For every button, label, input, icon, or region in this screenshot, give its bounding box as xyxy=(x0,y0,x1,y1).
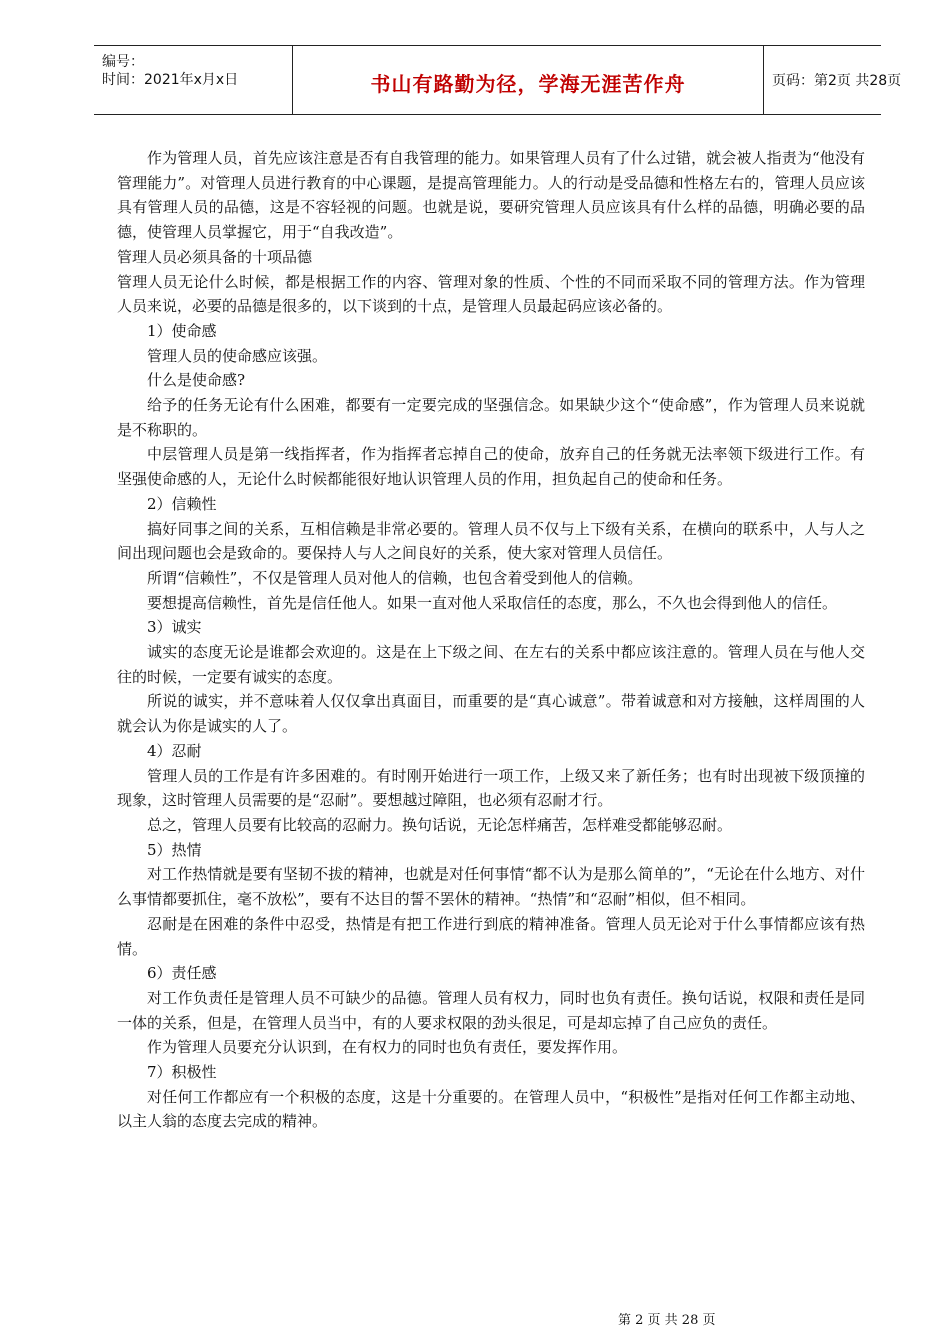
body-paragraph: 给予的任务无论有什么困难，都要有一定要完成的坚强信念。如果缺少这个“使命感”，作为管理人员来说就是不称职的。 xyxy=(117,396,865,439)
body-paragraph: 要想提高信赖性，首先是信任他人。如果一直对他人采取信任的态度，那么，不久也会得到他人的信任。 xyxy=(147,593,838,612)
body-paragraph: 什么是使命感? xyxy=(147,371,246,390)
header-meta-cell xyxy=(94,46,293,114)
document-number-label: 编号： xyxy=(102,54,144,70)
body-paragraph: 管理人员无论什么时候，都是根据工作的内容、管理对象的性质、个性的不同而采取不同的管理方法。作为管理人员来说，必要的品德是很多的，以下谈到的十点，是管理人员最起码应该必备的。 xyxy=(117,272,865,316)
body-paragraph: 管理人员的工作是有许多困难的。有时刚开始进行一项工作，上级又来了新任务；也有时出现被下级顶撞的现象，这时管理人员需要的是“忍耐”。要想越过障阻，也必须有忍耐才行。 xyxy=(117,766,865,810)
body-paragraph: 对工作负责任是管理人员不可缺少的品德。管理人员有权力，同时也负有责任。换句话说，权限和责任是同一体的关系，但是，在管理人员当中，有的人要求权限的劲头很足，可是却忘掉了自己应负的责任。 xyxy=(117,988,865,1032)
body-paragraph: 诚实的态度无论是谁都会欢迎的。这是在上下级之间、在左右的关系中都应该注意的。管理人员在与他人交往的时候，一定要有诚实的态度。 xyxy=(117,643,865,686)
body-paragraph: 总之，管理人员要有比较高的忍耐力。换句话说，无论怎样痛苦，怎样难受都能够忍耐。 xyxy=(147,815,733,834)
body-paragraph: 4）忍耐 xyxy=(147,741,202,760)
body-paragraph: 2）信赖性 xyxy=(147,494,217,513)
body-paragraph: 1）使命感 xyxy=(147,321,217,340)
body-paragraph: 作为管理人员要充分认识到，在有权力的同时也负有责任，要发挥作用。 xyxy=(147,1038,628,1057)
body-paragraph: 搞好同事之间的关系，互相信赖是非常必要的。管理人员不仅与上下级有关系，在横向的联系中，人与人之间出现问题也会是致命的。要保持人与人之间良好的关系，使大家对管理人员信任。 xyxy=(117,519,865,563)
page-header xyxy=(94,45,902,115)
document-time-label: 时间：2021年x月x日 xyxy=(102,72,239,88)
page-footer: 第 2 页 共 28 页 xyxy=(618,1313,716,1328)
document-body xyxy=(117,146,865,1134)
body-paragraph: 所说的诚实，并不意味着人仅仅拿出真面目，而重要的是“真心诚意”。带着诚意和对方接触，这样周围的人就会认为你是诚实的人了。 xyxy=(117,692,865,736)
body-paragraph: 7）积极性 xyxy=(147,1063,217,1082)
header-page-cell xyxy=(764,46,902,114)
body-paragraph: 管理人员必须具备的十项品德 xyxy=(117,247,313,266)
body-paragraph: 忍耐是在困难的条件中忍受，热情是有把工作进行到底的精神准备。管理人员无论对于什么事情都应该有热情。 xyxy=(117,914,865,958)
body-paragraph: 5）热情 xyxy=(147,840,202,859)
body-paragraph: 对工作热情就是要有坚韧不拔的精神，也就是对任何事情“都不认为是那么简单的”，“无论在什么地方、对什么事情都要抓住，毫不放松”，要有不达目的誓不罢休的精神。“热情”和“忍耐”相似，但不相同。 xyxy=(117,865,865,909)
body-paragraph: 管理人员的使命感应该强。 xyxy=(147,346,328,365)
header-page-code: 页码：第2页 共28页 xyxy=(772,73,902,89)
body-paragraph: 3）诚实 xyxy=(147,618,202,637)
body-paragraph: 作为管理人员，首先应该注意是否有自我管理的能力。如果管理人员有了什么过错，就会被人指责为“他没有管理能力”。对管理人员进行教育的中心课题，是提高管理能力。人的行动是受品德和性格左右的，管理人员应该具有管理人员的品德，这是不容轻视的问题。也就是说，要研究管理人员应该具有什么样的品德，明确必要的品德，使管理人员掌握它，用于“自我改造”。 xyxy=(117,149,865,242)
body-paragraph: 6）责任感 xyxy=(147,964,217,983)
header-motto-cell xyxy=(293,46,764,114)
body-paragraph: 中层管理人员是第一线指挥者，作为指挥者忘掉自己的使命，放弃自己的任务就无法率领下级进行工作。有坚强使命感的人，无论什么时候都能很好地认识管理人员的作用，担负起自己的使命和任务。 xyxy=(117,445,865,489)
header-motto: 书山有路勤为径，学海无涯苦作舟 xyxy=(370,72,686,96)
body-paragraph: 对任何工作都应有一个积极的态度，这是十分重要的。在管理人员中，“积极性”是指对任何工作都主动地、以主人翁的态度去完成的精神。 xyxy=(117,1087,865,1131)
body-paragraph: 所谓“信赖性”，不仅是管理人员对他人的信赖，也包含着受到他人的信赖。 xyxy=(147,568,643,587)
